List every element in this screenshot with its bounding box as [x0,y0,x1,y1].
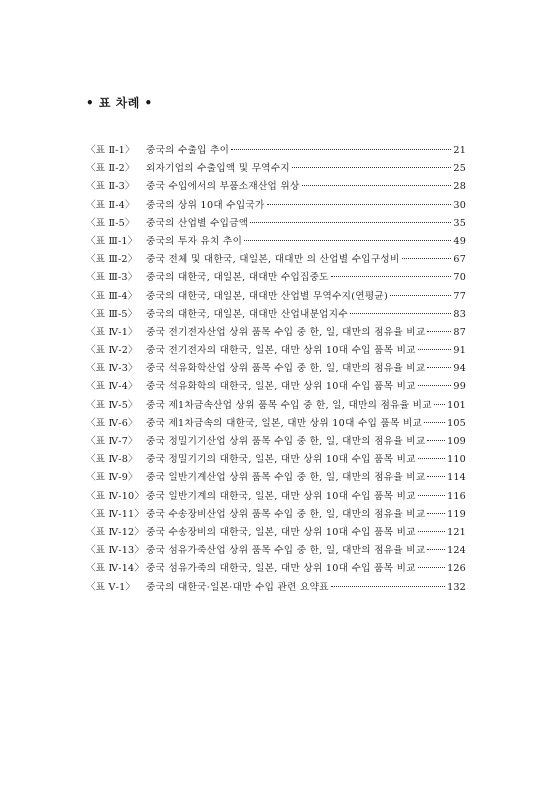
dot-leader [267,204,452,205]
table-label: 〈표 Ⅳ-3〉 [86,363,138,375]
toc-entry[interactable] [86,160,466,178]
toc-entry[interactable] [86,197,466,215]
table-title: 중국 전기전자의 대한국, 일본, 대만 상위 10대 수입 품목 비교 [146,345,416,357]
table-label: 〈표 Ⅲ-3〉 [86,272,138,284]
dot-leader [418,349,452,350]
dot-leader [331,586,445,587]
dot-leader [390,295,451,296]
dot-leader [418,495,445,496]
table-title: 중국의 대한국·일본·대만 수입 관련 요약표 [146,581,329,593]
table-title: 중국 수송장비산업 상위 품목 수입 중 한, 일, 대만의 점유율 비교 [146,508,426,520]
table-title: 중국 일반기계의 대한국, 일본, 대만 상위 10대 수입 품목 비교 [146,490,416,502]
table-label: 〈표 Ⅱ-2〉 [86,163,135,175]
page-number: 114 [447,472,466,484]
table-of-tables [86,142,466,597]
table-title: 중국의 투자 유치 추이 [146,235,243,247]
dot-leader [418,567,445,568]
dot-leader [434,404,445,405]
page-number: 121 [447,526,466,538]
toc-entry[interactable] [86,415,466,433]
table-title: 중국의 대한국, 대일본, 대대만 수입집중도 [146,272,329,284]
dot-leader [292,167,451,168]
toc-entry[interactable] [86,306,466,324]
dot-leader [402,258,452,259]
toc-entry[interactable] [86,542,466,560]
page-number: 119 [447,508,466,520]
table-label: 〈표 Ⅱ-1〉 [86,145,135,156]
toc-entry[interactable] [86,324,466,342]
table-title: 중국 수입에서의 부품소재산업 위상 [146,181,300,193]
toc-entry[interactable] [86,524,466,542]
page-title: • 표 차례 • [86,96,153,110]
page-number: 25 [453,163,466,175]
dot-leader [302,185,452,186]
page-number: 101 [447,399,466,411]
page-number: 110 [447,454,466,466]
page-number: 91 [453,345,466,357]
page-number: 28 [453,181,466,193]
dot-leader [427,549,445,550]
table-label: 〈표 Ⅲ-2〉 [86,254,138,266]
table-label: 〈표 Ⅲ-1〉 [86,235,138,247]
toc-entry[interactable] [86,251,466,269]
page-number: 126 [447,563,466,575]
table-label: 〈표 Ⅲ-4〉 [86,290,138,302]
table-title: 중국 제1차금속의 대한국, 일본, 대만 상위 10대 수입 품목 비교 [146,417,423,429]
table-label: 〈표 Ⅳ-2〉 [86,345,138,357]
dot-leader [231,149,451,150]
page-number: 30 [453,199,466,211]
table-label: 〈표 Ⅳ-11〉 [86,508,145,520]
dot-leader [418,385,452,386]
table-label: 〈표 Ⅱ-5〉 [86,217,135,229]
toc-entry[interactable] [86,269,466,287]
page-number: 132 [447,581,466,593]
page-number: 99 [453,381,466,393]
table-label: 〈표 Ⅳ-12〉 [86,526,145,538]
toc-entry[interactable] [86,560,466,578]
table-label: 〈표 Ⅳ-6〉 [86,417,138,429]
table-title: 중국의 산업별 수입금액 [146,217,249,229]
toc-entry[interactable] [86,288,466,306]
table-label: 〈표 Ⅳ-14〉 [86,563,145,575]
toc-entry[interactable] [86,142,466,160]
page-number: 105 [447,417,466,429]
dot-leader [427,513,445,514]
page-number: 87 [453,326,466,338]
toc-entry[interactable] [86,469,466,487]
page-number: 94 [453,363,466,375]
toc-entry[interactable] [86,215,466,233]
table-label: 〈표 Ⅳ-10〉 [86,490,145,502]
toc-entry[interactable] [86,342,466,360]
table-title: 중국 섬유가죽산업 상위 품목 수입 중 한, 일, 대만의 점유율 비교 [146,545,426,557]
table-title: 중국의 대한국, 대일본, 대대만 산업내분업지수 [146,308,348,320]
toc-entry[interactable] [86,233,466,251]
dot-leader [418,458,445,459]
table-title: 중국 석유화학산업 상위 품목 수입 중 한, 일, 대만의 점유율 비교 [146,363,426,375]
page-number: 77 [453,290,466,302]
toc-entry[interactable] [86,178,466,196]
table-title: 중국 전체 및 대한국, 대일본, 대대만 의 산업별 수입구성비 [146,254,400,266]
toc-entry[interactable] [86,360,466,378]
table-title: 중국 석유화학의 대한국, 일본, 대만 상위 10대 수입 품목 비교 [146,381,416,393]
page-number: 35 [453,217,466,229]
toc-entry[interactable] [86,433,466,451]
table-label: 〈표 Ⅳ-5〉 [86,399,138,411]
dot-leader [427,367,451,368]
table-title: 중국 섬유가죽의 대한국, 일본, 대만 상위 10대 수입 품목 비교 [146,563,416,575]
table-label: 〈표 Ⅴ-1〉 [86,581,136,593]
page-number: 124 [447,545,466,557]
table-title: 중국의 상위 10대 수입국가 [146,199,265,211]
page-number: 83 [453,308,466,320]
table-label: 〈표 Ⅳ-13〉 [86,545,145,557]
dot-leader [331,276,452,277]
table-title: 외자기업의 수출입액 및 무역수지 [146,163,290,175]
page-number: 49 [453,235,466,247]
page-number: 109 [447,436,466,447]
dot-leader [427,476,445,477]
table-label: 〈표 Ⅳ-9〉 [86,472,138,484]
table-label: 〈표 Ⅲ-5〉 [86,308,138,320]
table-title: 중국의 수출입 추이 [146,145,230,156]
table-title: 중국 제1차금속산업 상위 품목 수입 중 한, 일, 대만의 점유율 비교 [146,399,432,411]
table-title: 중국의 대한국, 대일본, 대대만 산업별 무역수지(연평균) [146,290,389,302]
table-label: 〈표 Ⅱ-3〉 [86,181,135,193]
toc-entry[interactable] [86,488,466,506]
toc-entry[interactable] [86,378,466,396]
dot-leader [427,331,451,332]
table-title: 중국 정밀기기의 대한국, 일본, 대만 상위 10대 수입 품목 비교 [146,454,416,466]
table-title: 중국 정밀기기산업 상위 품목 수입 중 한, 일, 대만의 점유율 비교 [146,436,426,447]
table-title: 중국 일반기계산업 상위 품목 수입 중 한, 일, 대만의 점유율 비교 [146,472,426,484]
table-label: 〈표 Ⅳ-7〉 [86,436,138,447]
page-number: 21 [453,145,466,156]
dot-leader [244,240,451,241]
page-number: 116 [447,490,466,502]
dot-leader [424,422,445,423]
dot-leader [250,222,451,223]
table-title: 중국 수송장비의 대한국, 일본, 대만 상위 10대 수입 품목 비교 [146,526,416,538]
dot-leader [418,531,445,532]
toc-entry[interactable] [86,506,466,524]
table-label: 〈표 Ⅱ-4〉 [86,199,135,211]
page-number: 70 [453,272,466,284]
toc-entry[interactable] [86,397,466,415]
table-label: 〈표 Ⅳ-1〉 [86,326,138,338]
dot-leader [427,440,445,441]
toc-entry[interactable] [86,451,466,469]
page-number: 67 [453,254,466,266]
dot-leader [350,313,452,314]
table-label: 〈표 Ⅳ-8〉 [86,454,138,466]
table-title: 중국 전기전자산업 상위 품목 수입 중 한, 일, 대만의 점유율 비교 [146,326,426,338]
table-label: 〈표 Ⅳ-4〉 [86,381,138,393]
toc-entry[interactable] [86,579,466,597]
